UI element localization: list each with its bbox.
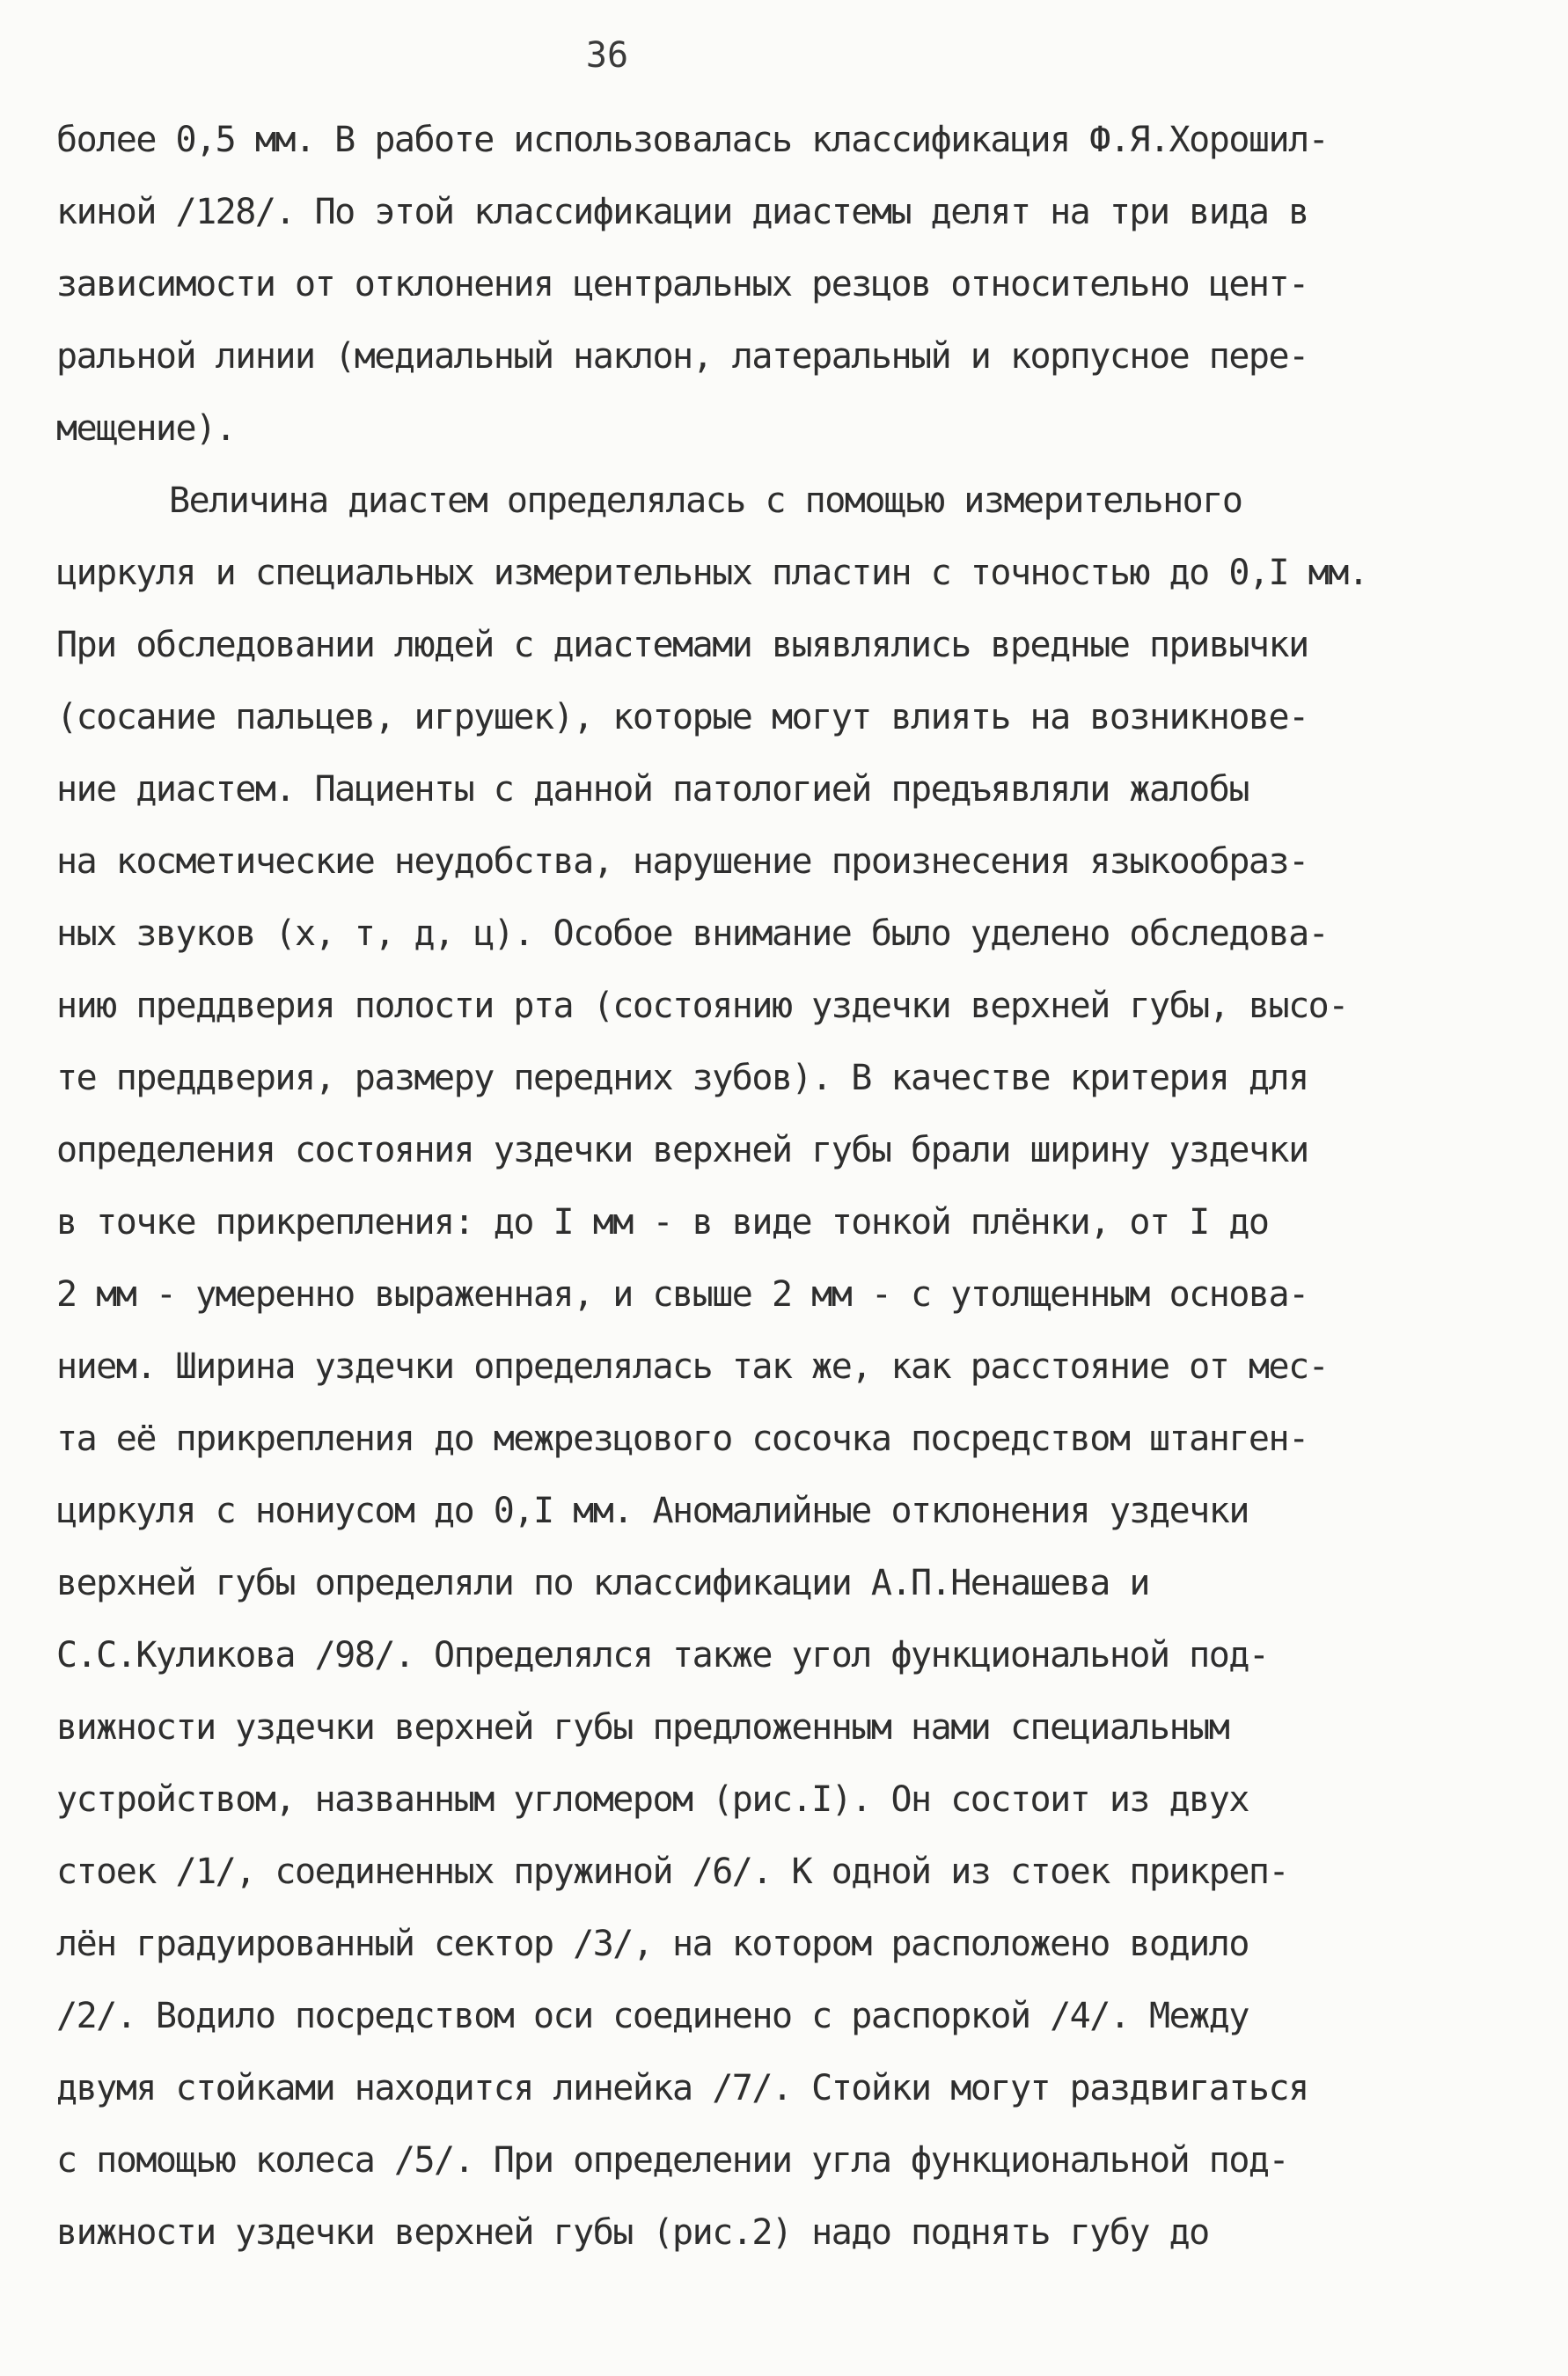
text-line: ных звуков (х, т, д, ц). Особое внимание было уделено обследова-: [56, 913, 1329, 954]
text-line: лён градуированный сектор /3/, на котором расположено водило: [56, 1924, 1249, 1964]
text-line: мещение).: [56, 408, 236, 449]
paragraph-first-line: Величина диастем определялась с помощью измерительного: [169, 480, 1242, 521]
text-line: 2 мм - умеренно выраженная, и свыше 2 мм - с утолщенным основа-: [56, 1274, 1308, 1315]
text-line: киной /128/. По этой классификации диастемы делят на три вида в: [56, 192, 1308, 232]
text-line: нием. Ширина уздечки определялась так же, как расстояние от мес-: [56, 1346, 1329, 1387]
text-line: циркуля и специальных измерительных пластин с точностью до 0,I мм.: [56, 553, 1368, 593]
text-line: верхней губы определяли по классификации А.П.Ненашева и: [56, 1563, 1150, 1603]
text-line: стоек /1/, соединенных пружиной /6/. К одной из стоек прикреп-: [56, 1852, 1289, 1892]
text-line: вижности уздечки верхней губы (рис.2) надо поднять губу до: [56, 2212, 1209, 2253]
text-line: определения состояния уздечки верхней губы брали ширину уздечки: [56, 1130, 1308, 1170]
text-line: устройством, названным угломером (рис.I). Он состоит из двух: [56, 1779, 1249, 1820]
text-line: нию преддверия полости рта (состоянию уздечки верхней губы, высо-: [56, 986, 1348, 1026]
text-line: те преддверия, размеру передних зубов). В качестве критерия для: [56, 1058, 1308, 1098]
text-line: /2/. Водило посредством оси соединено с распоркой /4/. Между: [56, 1996, 1249, 2036]
text-line: более 0,5 мм. В работе использовалась классификация Ф.Я.Хорошил-: [56, 120, 1329, 160]
text-line: циркуля с нониусом до 0,I мм. Аномалийные отклонения уздечки: [56, 1491, 1249, 1531]
text-line: ние диастем. Пациенты с данной патологией предъявляли жалобы: [56, 769, 1249, 810]
text-line: зависимости от отклонения центральных резцов относительно цент-: [56, 264, 1308, 304]
text-line: При обследовании людей с диастемами выявлялись вредные привычки: [56, 625, 1308, 665]
text-line: с помощью колеса /5/. При определении угла функциональной под-: [56, 2140, 1289, 2181]
text-line: на косметические неудобства, нарушение произнесения языкообраз-: [56, 841, 1308, 882]
text-line: С.С.Куликова /98/. Определялся также угол функциональной под-: [56, 1635, 1269, 1676]
body-text: [56, 104, 1535, 2269]
text-line: ральной линии (медиальный наклон, латеральный и корпусное пере-: [56, 336, 1308, 377]
page-number: 36: [585, 35, 629, 76]
text-line: та её прикрепления до межрезцового сосочка посредством штанген-: [56, 1419, 1308, 1459]
text-line: двумя стойками находится линейка /7/. Стойки могут раздвигаться: [56, 2068, 1308, 2108]
text-line: в точке прикрепления: до I мм - в виде тонкой плёнки, от I до: [56, 1202, 1269, 1243]
text-line: вижности уздечки верхней губы предложенным нами специальным: [56, 1707, 1229, 1748]
text-line: (сосание пальцев, игрушек), которые могут влиять на возникнове-: [56, 697, 1308, 737]
